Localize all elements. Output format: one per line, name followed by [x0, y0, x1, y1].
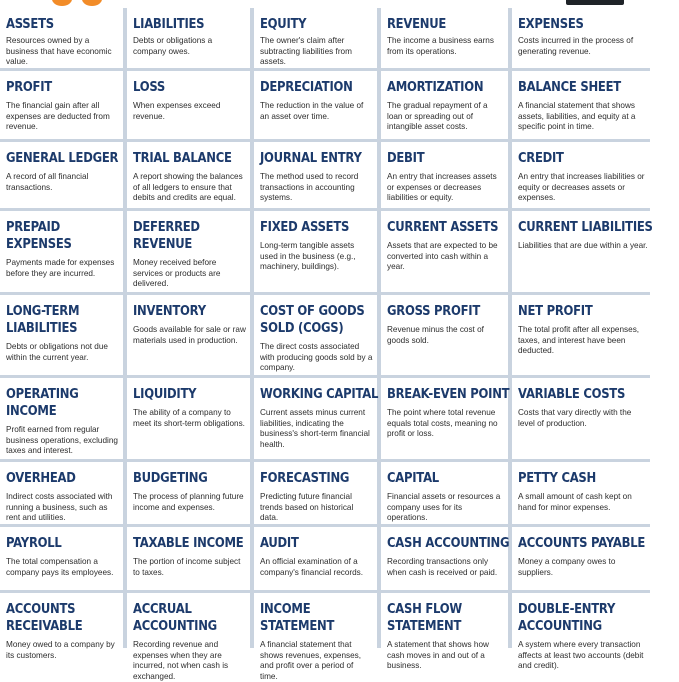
term-title: DEBIT: [387, 150, 425, 166]
term-definition: Current assets minus current liabilities, indicating the business's short-term financial health.: [260, 408, 370, 449]
glossary-card: [0, 378, 123, 459]
term-definition: The portion of income subject to taxes.: [133, 557, 241, 577]
term-definition: The owner's claim after subtracting liabilities from assets.: [260, 36, 352, 67]
term-title: JOURNAL ENTRY: [260, 150, 362, 166]
term-definition: The ability of a company to meet its short-term obligations.: [133, 408, 245, 428]
term-title: BALANCE SHEET: [518, 79, 621, 95]
glossary-card: [254, 378, 377, 459]
glossary-card: [127, 71, 250, 139]
term-title: ACCOUNTS PAYABLE: [518, 535, 646, 551]
glossary-card: [512, 378, 652, 459]
term-title: CASH ACCOUNTING: [387, 535, 510, 551]
term-definition: The reduction in the value of an asset over time.: [260, 101, 364, 121]
term-definition: Predicting future financial trends based on historical data.: [260, 492, 354, 523]
term-title: CREDIT: [518, 150, 564, 166]
term-title: INCOME STATEMENT: [260, 601, 335, 634]
glossary-card: [127, 211, 250, 292]
glossary-card: [254, 142, 377, 208]
term-title: ACCOUNTS RECEIVABLE: [6, 601, 83, 634]
term-definition: Payments made for expenses before they are incurred.: [6, 258, 115, 278]
term-definition: An official examination of a company's financial records.: [260, 557, 364, 577]
term-title: OPERATING INCOME: [6, 386, 79, 419]
glossary-card: [127, 142, 250, 208]
term-title: CAPITAL: [387, 470, 439, 486]
glossary-card: [254, 462, 377, 524]
term-definition: The total profit after all expenses, taxes, and interest have been deducted.: [518, 325, 640, 356]
glossary-card: [381, 593, 508, 671]
glossary-card: [0, 8, 123, 68]
term-definition: A statement that shows how cash moves in and out of a business.: [387, 640, 489, 671]
term-definition: Recording transactions only when cash is received or paid.: [387, 557, 498, 577]
term-definition: A system where every transaction affects at least two accounts (debit and credit).: [518, 640, 644, 671]
term-definition: The method used to record transactions in accounting systems.: [260, 172, 359, 203]
term-title: FORECASTING: [260, 470, 350, 486]
term-definition: The financial gain after all expenses are deducted from revenue.: [6, 101, 110, 132]
glossary-card: [381, 527, 508, 590]
term-definition: Profit earned from regular business operations, excluding taxes and interest.: [6, 425, 118, 456]
term-title: LIABILITIES: [133, 16, 205, 32]
glossary-card: [381, 142, 508, 208]
term-definition: An entry that increases liabilities or equity or decreases assets or expenses.: [518, 172, 645, 203]
term-title: DEPRECIATION: [260, 79, 353, 95]
glossary-card: [512, 527, 652, 590]
term-definition: A small amount of cash kept on hand for minor expenses.: [518, 492, 632, 512]
glossary-card: [0, 211, 123, 292]
term-title: EQUITY: [260, 16, 307, 32]
term-definition: The process of planning future income and expenses.: [133, 492, 244, 512]
glossary-card: [512, 211, 652, 292]
term-definition: The total compensation a company pays its employees.: [6, 557, 114, 577]
term-definition: An entry that increases assets or expenses or decreases liabilities or equity.: [387, 172, 497, 203]
term-title: PETTY CASH: [518, 470, 597, 486]
term-definition: Debts or obligations a company owes.: [133, 36, 213, 56]
term-title: LIQUIDITY: [133, 386, 197, 402]
term-definition: Goods available for sale or raw materials used in production.: [133, 325, 246, 345]
term-title: FIXED ASSETS: [260, 219, 350, 235]
term-title: ACCRUAL ACCOUNTING: [133, 601, 217, 634]
glossary-card: [127, 593, 250, 681]
term-title: CASH FLOW STATEMENT: [387, 601, 462, 634]
glossary-card: [0, 462, 123, 524]
term-title: REVENUE: [387, 16, 447, 32]
term-title: CURRENT LIABILITIES: [518, 219, 653, 235]
term-title: TAXABLE INCOME: [133, 535, 244, 551]
term-title: DOUBLE-ENTRY ACCOUNTING: [518, 601, 616, 634]
term-definition: Assets that are expected to be converted into cash within a year.: [387, 241, 498, 272]
term-definition: Indirect costs associated with running a business, such as rent and utilities.: [6, 492, 113, 523]
dark-tab-decoration: [566, 0, 624, 5]
glossary-card: [0, 71, 123, 139]
glossary-card: [127, 527, 250, 590]
term-definition: Money a company owes to suppliers.: [518, 557, 616, 577]
glossary-grid: [0, 8, 653, 681]
term-definition: Debts or obligations not due within the current year.: [6, 342, 108, 362]
term-title: AUDIT: [260, 535, 299, 551]
term-definition: The point where total revenue equals total costs, meaning no profit or loss.: [387, 408, 498, 439]
term-title: BREAK-EVEN POINT: [387, 386, 510, 402]
glossary-card: [512, 71, 652, 139]
glossary-card: [512, 8, 652, 68]
term-title: INVENTORY: [133, 303, 206, 319]
glossary-card: [0, 142, 123, 208]
term-definition: The gradual repayment of a loan or spreading out of intangible asset costs.: [387, 101, 488, 132]
term-title: BUDGETING: [133, 470, 208, 486]
term-title: CURRENT ASSETS: [387, 219, 499, 235]
glossary-card: [254, 527, 377, 590]
glossary-card: [381, 71, 508, 139]
glossary-card: [254, 295, 377, 375]
term-definition: Recording revenue and expenses when they are incurred, not when cash is exchanged.: [133, 640, 229, 681]
term-title: LONG-TERM LIABILITIES: [6, 303, 80, 336]
term-definition: Resources owned by a business that have economic value.: [6, 36, 112, 67]
term-definition: A record of all financial transactions.: [6, 172, 89, 192]
glossary-card: [512, 462, 652, 524]
glossary-card: [381, 462, 508, 524]
term-definition: When expenses exceed revenue.: [133, 101, 221, 121]
glossary-card: [254, 71, 377, 139]
glossary-card: [381, 378, 508, 459]
term-title: DEFERRED REVENUE: [133, 219, 200, 252]
glossary-card: [254, 8, 377, 68]
term-definition: Costs that vary directly with the level of production.: [518, 408, 632, 428]
term-title: OVERHEAD: [6, 470, 76, 486]
term-definition: The income a business earns from its operations.: [387, 36, 494, 56]
term-title: EXPENSES: [518, 16, 584, 32]
term-definition: Liabilities that are due within a year.: [518, 241, 648, 250]
term-title: COST OF GOODS SOLD (COGS): [260, 303, 365, 336]
term-title: TRIAL BALANCE: [133, 150, 232, 166]
term-definition: A report showing the balances of all ledgers to ensure that debits and credits are equal.: [133, 172, 243, 203]
term-title: PROFIT: [6, 79, 52, 95]
glossary-card: [381, 8, 508, 68]
term-title: AMORTIZATION: [387, 79, 484, 95]
term-title: GROSS PROFIT: [387, 303, 480, 319]
term-definition: Financial assets or resources a company uses for its operations.: [387, 492, 501, 523]
glossary-card: [0, 295, 123, 375]
term-title: NET PROFIT: [518, 303, 593, 319]
glossary-card: [512, 142, 652, 208]
term-title: ASSETS: [6, 16, 54, 32]
term-title: VARIABLE COSTS: [518, 386, 626, 402]
term-title: GENERAL LEDGER: [6, 150, 119, 166]
glossary-card: [0, 593, 123, 663]
term-definition: The direct costs associated with producing goods sold by a company.: [260, 342, 373, 373]
term-title: LOSS: [133, 79, 166, 95]
glossary-card: [127, 462, 250, 524]
term-title: PREPAID EXPENSES: [6, 219, 72, 252]
term-definition: Costs incurred in the process of generating revenue.: [518, 36, 634, 56]
glossary-card: [254, 593, 377, 681]
glossary-card: [512, 295, 652, 375]
glossary-card: [0, 527, 123, 590]
glossary-card: [127, 8, 250, 68]
glossary-card: [381, 211, 508, 292]
glossary-card: [512, 593, 652, 671]
term-definition: Revenue minus the cost of goods sold.: [387, 325, 484, 345]
term-definition: A financial statement that shows revenues, expenses, and profit over a period of time.: [260, 640, 362, 681]
term-definition: A financial statement that shows assets, liabilities, and equity at a specific point in time.: [518, 101, 636, 132]
term-definition: Money owed to a company by its customers.: [6, 640, 115, 660]
term-title: PAYROLL: [6, 535, 62, 551]
term-title: WORKING CAPITAL: [260, 386, 379, 402]
term-definition: Money received before services or products are delivered.: [133, 258, 221, 289]
term-definition: Long-term tangible assets used in the business (e.g., machinery, buildings).: [260, 241, 356, 272]
